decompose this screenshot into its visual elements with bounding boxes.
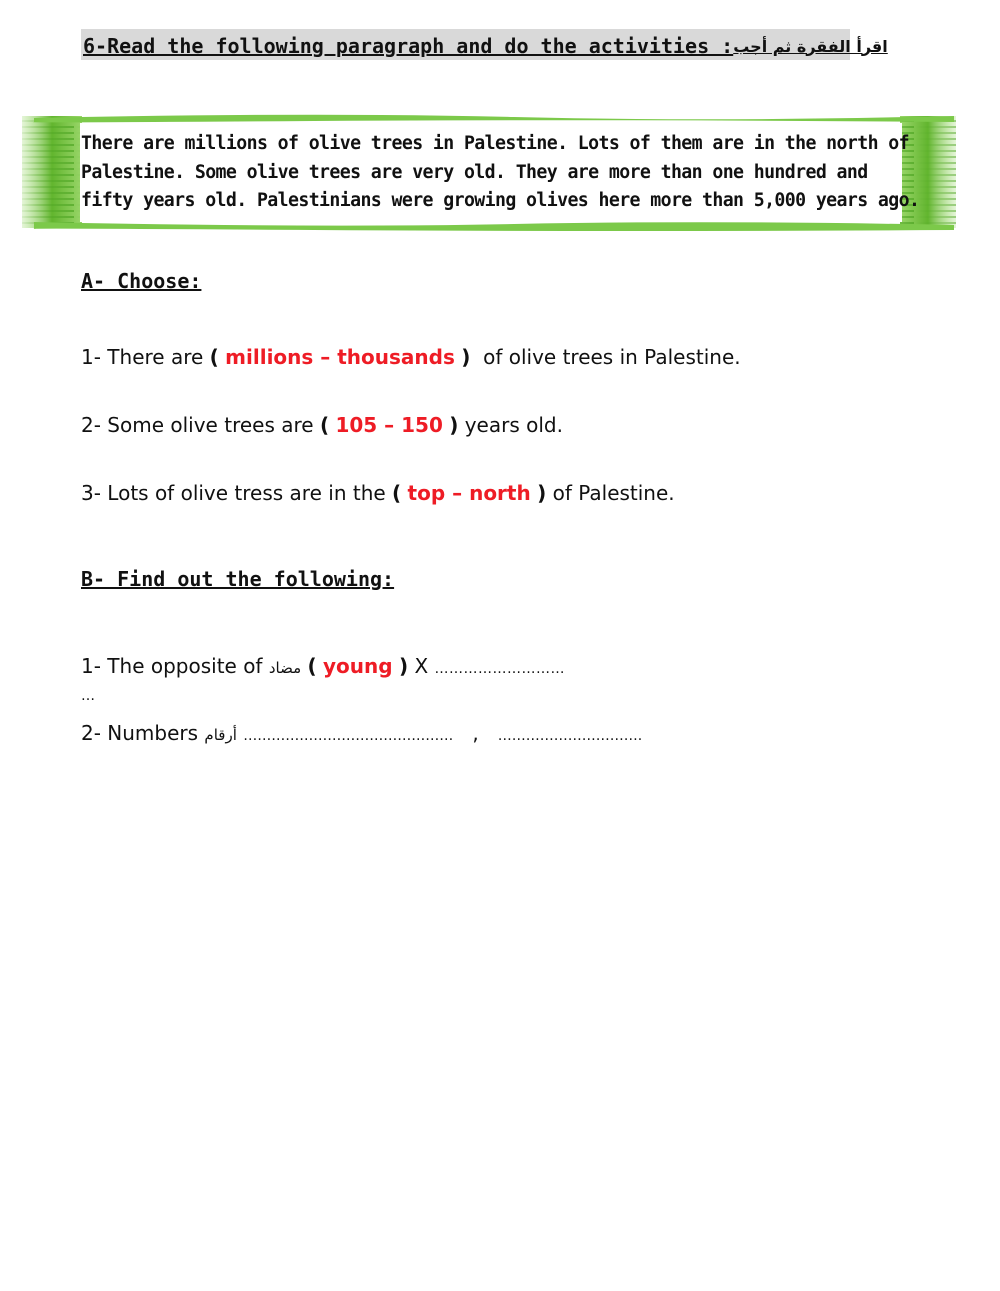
title-arabic: اقرأ الفقرة ثم أجب [733, 36, 888, 56]
opposite-marker: X [414, 654, 429, 678]
question-text: 1- The opposite of [81, 654, 263, 678]
question-a1: 1- There are ( millions – thousands ) of olive trees in Palestine. [81, 345, 741, 369]
blank-continuation: … [81, 688, 95, 704]
answer-blank[interactable]: ……………………… [434, 661, 565, 677]
paragraph-line: fifty years old. Palestinians were growing olives here more than 5,000 years ago. [81, 190, 920, 212]
separator: , [472, 721, 479, 745]
answer-choice[interactable]: millions – thousands [225, 345, 455, 369]
question-text: 2- Some olive trees are [81, 413, 314, 437]
question-text: 3- Lots of olive tress are in the [81, 481, 386, 505]
question-a2: 2- Some olive trees are ( 105 – 150 ) years old. [81, 413, 563, 437]
answer-choice[interactable]: 105 – 150 [335, 413, 443, 437]
section-a-heading: A- Choose: [81, 269, 202, 293]
arabic-hint: أرقام [204, 726, 237, 744]
reading-passage-banner [14, 112, 962, 234]
paragraph-line: Palestine. Some olive trees are very old. They are more than one hundred and [81, 161, 868, 183]
question-b2 [81, 721, 642, 745]
question-text: of olive trees in Palestine. [483, 345, 741, 369]
reading-paragraph [81, 130, 920, 216]
question-b1: 1- The opposite of مضاد ( young ) X ……………………… [81, 654, 565, 678]
section-b-heading: B- Find out the following: [81, 567, 395, 591]
question-text: of Palestine. [552, 481, 675, 505]
answer-word: young [323, 654, 393, 678]
question-text: 2- Numbers [81, 721, 199, 745]
answer-choice[interactable]: top – north [407, 481, 531, 505]
question-text: years old. [464, 413, 563, 437]
title-english: 6-Read the following paragraph and do the activities : [83, 34, 734, 58]
arabic-hint: مضاد [268, 659, 302, 677]
answer-blank[interactable]: …………………………. [497, 728, 643, 744]
answer-blank[interactable]: ……………………………………… [243, 728, 454, 744]
question-text: 1- There are [81, 345, 204, 369]
question-a3: 3- Lots of olive tress are in the ( top – north ) of Palestine. [81, 481, 675, 505]
paragraph-line: There are millions of olive trees in Palestine. Lots of them are in the north of [81, 133, 909, 154]
exercise-title [81, 29, 888, 60]
